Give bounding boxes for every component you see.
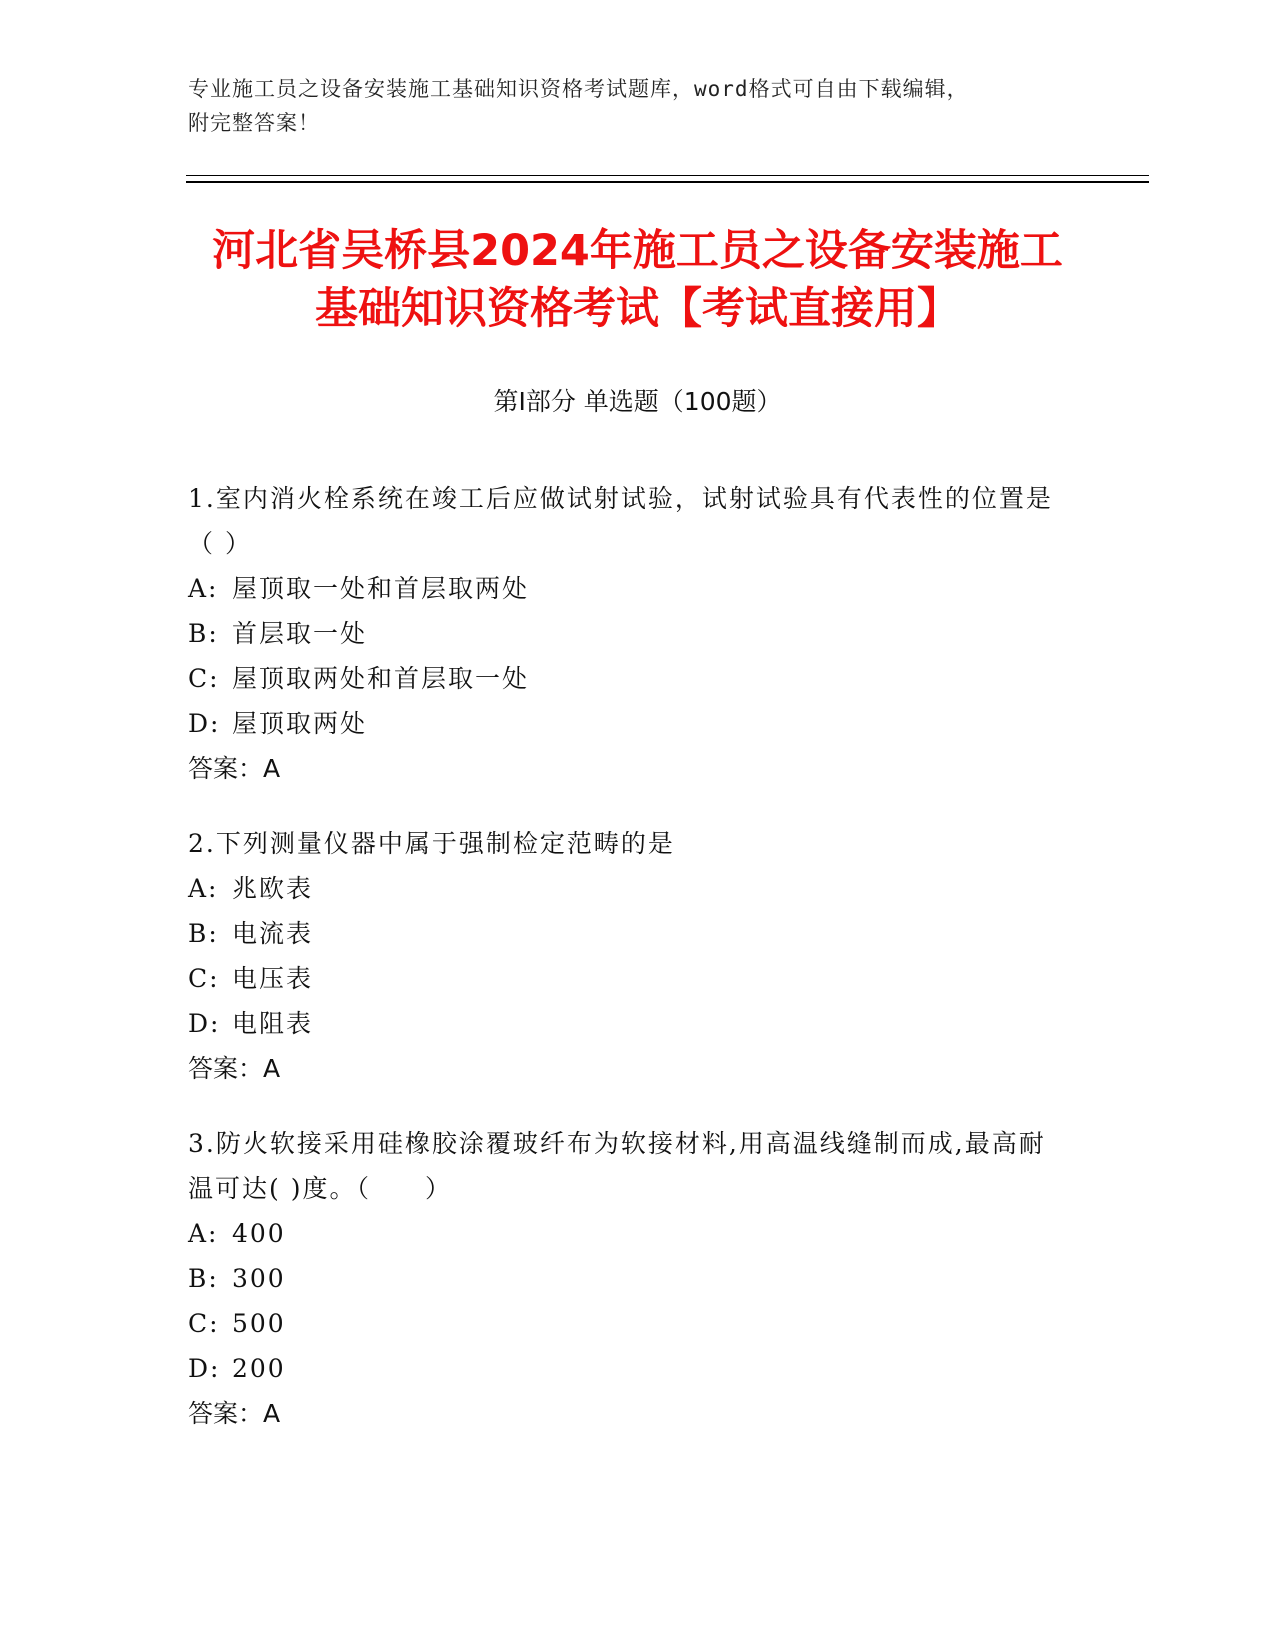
header-note	[188, 72, 1068, 140]
option-text: 200	[232, 1354, 286, 1383]
option-c	[188, 1301, 1068, 1346]
question-stem: 2.下列测量仪器中属于强制检定范畴的是	[188, 829, 675, 858]
option-letter: D:	[188, 709, 221, 738]
option-letter: A:	[188, 574, 219, 603]
question-stem: 1.室内消火栓系统在竣工后应做试射试验，试射试验具有代表性的位置是（ ）	[188, 484, 1053, 558]
document-title-line-2: 基础知识资格考试【考试直接用】	[315, 284, 960, 334]
answer-line: 答案：A	[188, 754, 281, 783]
option-text: 首层取一处	[232, 619, 368, 648]
option-letter: A:	[188, 1219, 219, 1248]
option-letter: D:	[188, 1009, 221, 1038]
option-d	[188, 701, 1068, 746]
option-text: 300	[232, 1264, 286, 1293]
option-text: 兆欧表	[232, 874, 314, 903]
document-title-line-1: 河北省吴桥县2024年施工员之设备安装施工	[212, 226, 1063, 276]
header-divider-thin	[186, 175, 1149, 176]
option-text: 屋顶取一处和首层取两处	[232, 574, 530, 603]
option-letter: C:	[188, 1309, 220, 1338]
header-divider-thick	[186, 181, 1149, 183]
option-text: 屋顶取两处和首层取一处	[232, 664, 530, 693]
option-text: 500	[232, 1309, 286, 1338]
option-text: 400	[232, 1219, 286, 1248]
section-heading: 第Ⅰ部分 单选题（100题）	[493, 387, 782, 416]
question-2	[188, 821, 1068, 1091]
option-a	[188, 566, 1068, 611]
option-letter: D:	[188, 1354, 221, 1383]
option-b	[188, 611, 1068, 656]
option-a	[188, 866, 1068, 911]
option-c	[188, 956, 1068, 1001]
question-list	[188, 476, 1068, 1466]
option-c	[188, 656, 1068, 701]
header-note-line-1: 专业施工员之设备安装施工基础知识资格考试题库，word格式可自由下载编辑，	[188, 77, 969, 101]
option-a	[188, 1211, 1068, 1256]
option-letter: B:	[188, 619, 219, 648]
document-title	[150, 222, 1125, 338]
option-letter: C:	[188, 964, 220, 993]
question-3	[188, 1121, 1068, 1436]
option-text: 电压表	[232, 964, 314, 993]
option-text: 屋顶取两处	[232, 709, 368, 738]
option-d	[188, 1001, 1068, 1046]
header-note-line-2: 附完整答案！	[188, 111, 320, 135]
answer-line: 答案：A	[188, 1399, 281, 1428]
option-letter: B:	[188, 919, 219, 948]
answer-line: 答案：A	[188, 1054, 281, 1083]
option-letter: A:	[188, 874, 219, 903]
option-text: 电阻表	[232, 1009, 314, 1038]
question-stem: 3.防火软接采用硅橡胶涂覆玻纤布为软接材料,用高温线缝制而成,最高耐温可达( )度。（ ）	[188, 1129, 1046, 1203]
option-letter: C:	[188, 664, 220, 693]
option-letter: B:	[188, 1264, 219, 1293]
option-d	[188, 1346, 1068, 1391]
option-text: 电流表	[232, 919, 314, 948]
question-1	[188, 476, 1068, 791]
option-b	[188, 1256, 1068, 1301]
option-b	[188, 911, 1068, 956]
